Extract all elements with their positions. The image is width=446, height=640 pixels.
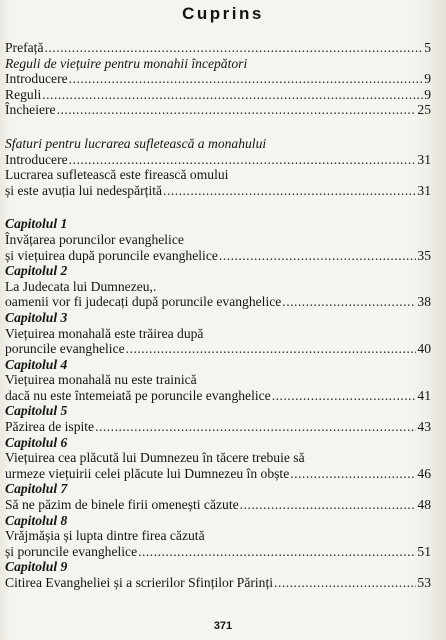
toc-entry-cap3-line1: Viețuirea monahală este trăirea după xyxy=(5,325,204,341)
leader-dots xyxy=(163,183,416,199)
leader-dots xyxy=(57,102,417,118)
page-number: 371 xyxy=(213,620,233,632)
leader-dots xyxy=(69,152,417,168)
leader-dots xyxy=(95,419,416,435)
section-heading-sfaturi: Sfaturi pentru lucrarea sufletească a monahului xyxy=(5,135,267,151)
toc-entry-cap9-line1: Citirea Evangheliei și a scrierilor Sfinților Părinți ..... 53 xyxy=(5,575,431,591)
leader-dots xyxy=(290,466,416,482)
chapter-heading-9: Capitolul 9 xyxy=(5,559,68,575)
chapter-heading-7: Capitolul 7 xyxy=(5,481,68,497)
page-ref: 43 xyxy=(417,419,431,435)
table-of-contents xyxy=(5,40,431,591)
toc-entry-cap8-line1: Vrăjmășia și lupta dintre firea căzută xyxy=(5,528,205,544)
page-ref: 38 xyxy=(417,294,431,310)
toc-entry-lucrarea-line1: Lucrarea sufletească este firească omului xyxy=(5,167,229,183)
leader-dots xyxy=(272,388,417,404)
page-ref: 41 xyxy=(417,387,431,403)
section-heading-reguli: Reguli de viețuire pentru monahii începători xyxy=(5,55,248,71)
toc-entry-introducere-2: Introducere ..... 31 xyxy=(5,152,431,168)
toc-entry-cap7-line1: Să ne păzim de binele firii omenești căzute ..... 48 xyxy=(5,497,431,513)
chapter-heading-6: Capitolul 6 xyxy=(5,434,68,450)
toc-entry-cap8-line2: și poruncile evanghelice ..... 51 xyxy=(5,544,431,560)
toc-entry-cap2-line1: La Judecata lui Dumnezeu,. xyxy=(5,278,157,294)
page-ref: 48 xyxy=(417,497,431,513)
toc-entry-cap2-line2: oamenii vor fi judecați după poruncile evanghelice ..... 38 xyxy=(5,294,431,310)
toc-entry-cap3-line2: poruncile evanghelice ..... 40 xyxy=(5,341,431,357)
page-ref: 53 xyxy=(417,575,431,590)
chapter-heading-3: Capitolul 3 xyxy=(5,309,68,325)
chapter-heading-5: Capitolul 5 xyxy=(5,403,68,419)
page-edge-shadow xyxy=(432,0,446,640)
page-ref: 35 xyxy=(417,247,431,263)
page-title: Cuprins xyxy=(182,4,264,23)
chapter-heading-2: Capitolul 2 xyxy=(5,263,68,279)
page-ref: 31 xyxy=(417,182,431,198)
toc-entry-introducere: Introducere ..... 9 xyxy=(5,71,431,87)
leader-dots xyxy=(126,341,417,357)
page-ref: 25 xyxy=(417,102,431,118)
page-ref: 9 xyxy=(424,71,431,87)
leader-dots xyxy=(69,71,424,87)
page-ref: 9 xyxy=(424,86,431,102)
toc-entry-cap4-line1: Viețuirea monahală nu este trainică xyxy=(5,372,197,388)
toc-entry-cap6-line1: Viețuirea cea plăcută lui Dumnezeu în tăcere trebuie să xyxy=(5,450,305,466)
leader-dots xyxy=(42,87,423,103)
toc-entry-lucrarea-line2: și este avuția lui nedespărțită ..... 31 xyxy=(5,183,431,199)
page-ref: 31 xyxy=(417,151,431,167)
page-ref: 5 xyxy=(424,40,431,55)
leader-dots xyxy=(282,294,416,310)
toc-entry-prefata: Prefață ..... 5 xyxy=(5,40,431,56)
leader-dots xyxy=(138,544,416,560)
page-ref: 46 xyxy=(417,465,431,481)
leader-dots xyxy=(219,248,417,264)
page-ref: 51 xyxy=(417,543,431,559)
page-ref: 40 xyxy=(417,341,431,357)
leader-dots xyxy=(45,40,424,56)
toc-entry-cap1-line1: Învățarea poruncilor evanghelice xyxy=(5,231,184,247)
toc-entry-cap4-line2: dacă nu este întemeiată pe poruncile evanghelice ..... 41 xyxy=(5,388,431,404)
toc-entry-cap6-line2: urmeze viețuirii celei plăcute lui Dumnezeu în obște ..... 46 xyxy=(5,466,431,482)
leader-dots xyxy=(240,497,417,513)
leader-dots xyxy=(274,575,416,591)
chapter-heading-1: Capitolul 1 xyxy=(5,216,68,232)
toc-entry-incheiere: Încheiere ..... 25 xyxy=(5,102,431,118)
chapter-heading-4: Capitolul 4 xyxy=(5,356,68,372)
toc-entry-cap5-line1: Păzirea de ispite ..... 43 xyxy=(5,419,431,435)
toc-entry-reguli: Reguli ..... 9 xyxy=(5,87,431,103)
toc-entry-cap1-line2: și viețuirea după poruncile evanghelice ..... 35 xyxy=(5,248,431,264)
chapter-heading-8: Capitolul 8 xyxy=(5,512,68,528)
